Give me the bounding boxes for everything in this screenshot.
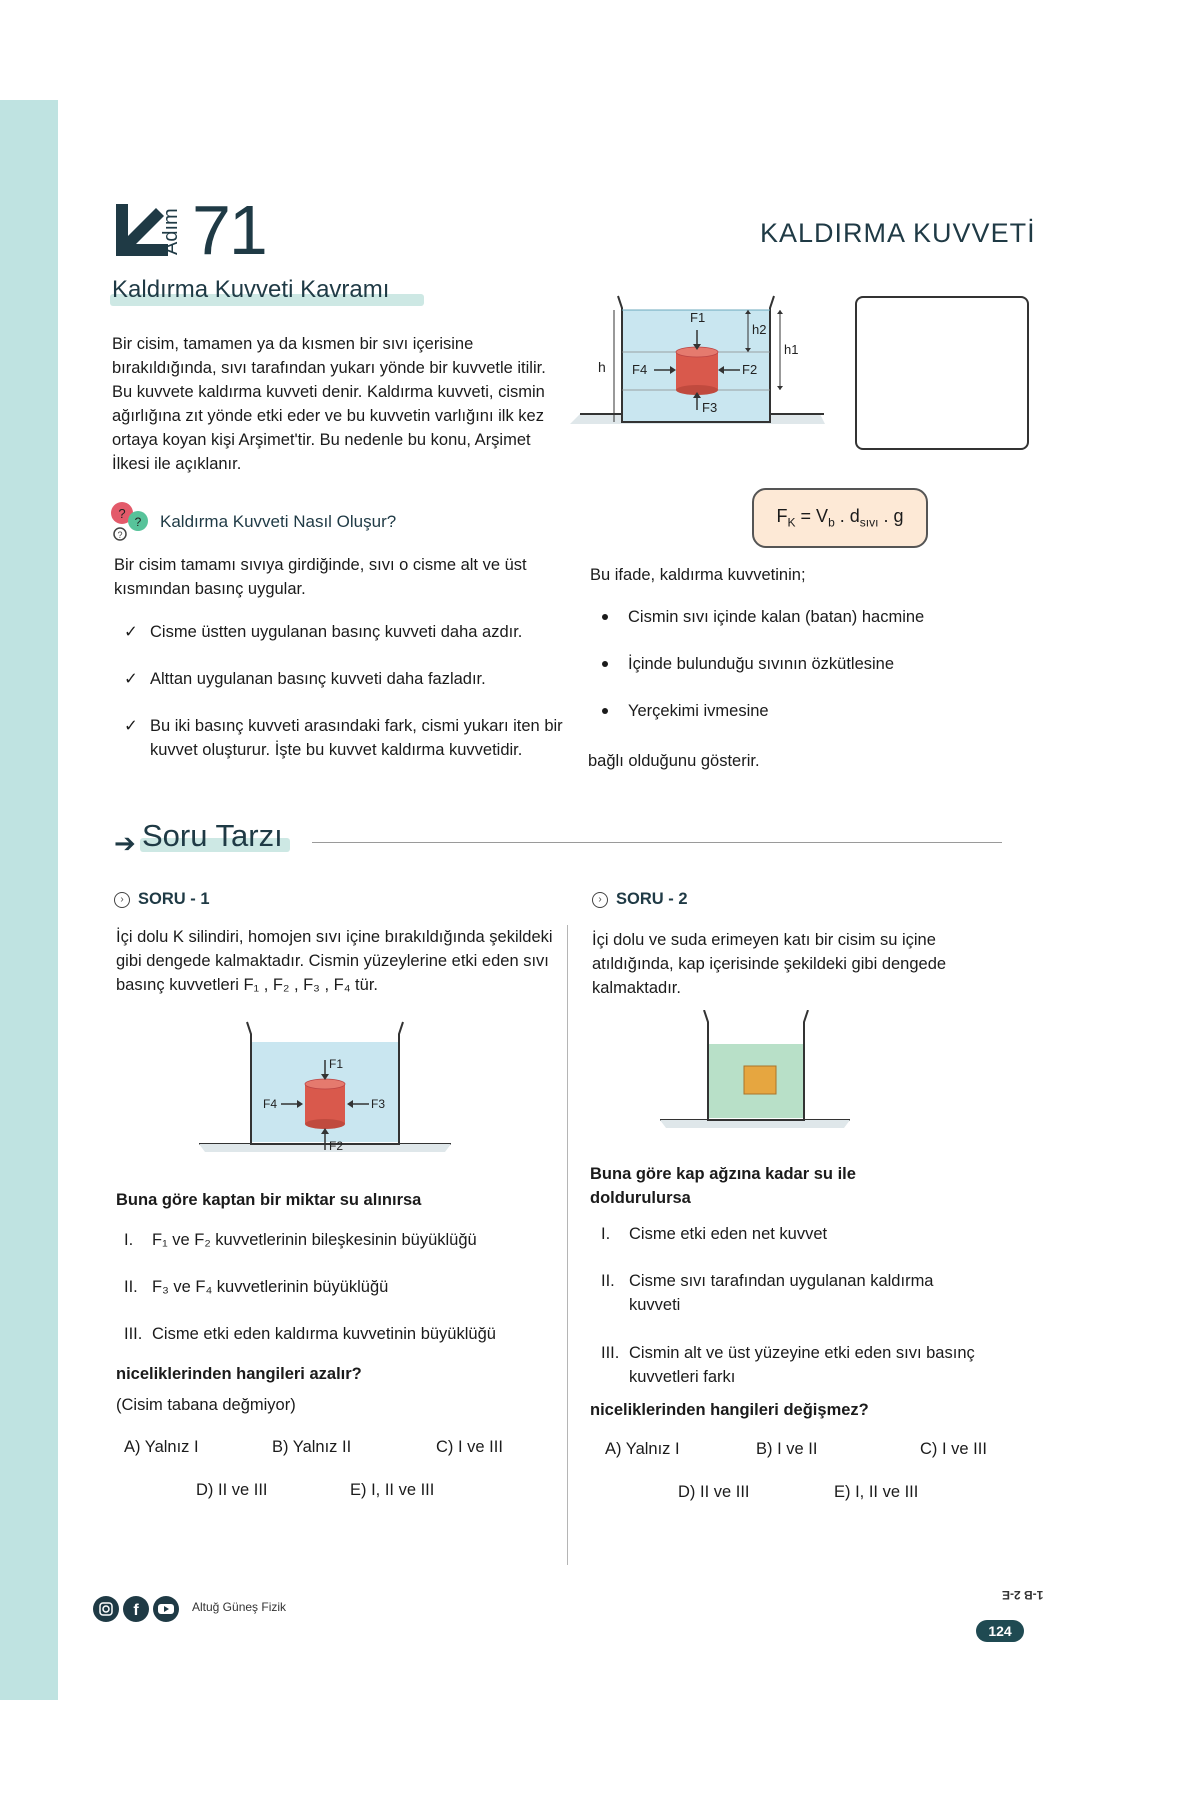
- check-text: Cisme üstten uygulanan basınç kuvveti daha azdır.: [150, 623, 523, 641]
- label-f2: F2: [329, 1139, 344, 1153]
- page-title: KALDIRMA KUVVETİ: [760, 218, 1036, 248]
- pressure-paragraph: Bir cisim tamamı sıvıya girdiğinde, sıvı o cisme alt ve üst kısmından basınç uygular.: [114, 556, 527, 598]
- question-1-ask: niceliklerinden hangileri azalır?: [116, 1365, 362, 1383]
- youtube-icon[interactable]: [153, 1596, 179, 1622]
- label-f3: F3: [702, 400, 718, 415]
- check-text: Alttan uygulanan basınç kuvveti daha fazladır.: [150, 670, 486, 688]
- page-number: 124: [976, 1620, 1024, 1642]
- step-number: 71: [192, 191, 266, 269]
- author-name: Altuğ Güneş Fizik: [192, 1600, 287, 1614]
- question-2-diagram: [660, 1010, 850, 1135]
- choice-a[interactable]: A) Yalnız I: [124, 1438, 199, 1456]
- step-word: Adım: [160, 208, 182, 256]
- bullet-dot: [602, 614, 608, 620]
- choice-b[interactable]: B) Yalnız II: [272, 1438, 352, 1456]
- facebook-icon[interactable]: [123, 1596, 149, 1622]
- question-2-text: İçi dolu ve suda erimeyen katı bir cisim su içine atıldığında, kap içerisinde şekildeki gibi dengede kalmaktadır.: [592, 931, 947, 997]
- intro-paragraph: Bir cisim, tamamen ya da kısmen bir sıvı içerisine bırakıldığında, sıvı tarafından yukarı yönde bir kuvvetle itilir. Bu kuvvete kaldırma kuvveti denir. Kaldırma kuvveti, cismin ağırlığına zıt yönde etki eder ve bu kuvvetin varlığını ilk kez ortaya koyan kişi Arşimet'tir. Bu nedenle bu konu, Arşimet İlkesi ile açıklanır.: [112, 335, 546, 473]
- label-f2: F2: [742, 362, 758, 377]
- choice-c[interactable]: C) I ve III: [920, 1440, 987, 1458]
- question-2-ask: niceliklerinden hangileri değişmez?: [590, 1401, 869, 1419]
- choice-e[interactable]: E) I, II ve III: [834, 1483, 919, 1501]
- column-divider: [567, 925, 568, 1565]
- buoyancy-formula: [752, 488, 928, 548]
- question-1-text: İçi dolu K silindiri, homojen sıvı içine bırakıldığında şekildeki gibi dengede kalmaktadır. Cismin yüzeylerine etki eden sıvı basınç kuvvetleri F₁ , F₂ , F₃ , F₄ tür.: [116, 928, 553, 994]
- question-1-heading: › SORU - 1: [114, 890, 210, 909]
- question-2-heading: › SORU - 2: [592, 890, 688, 909]
- label-h: h: [598, 359, 606, 375]
- answer-code: 1-B 2-E: [1002, 1588, 1044, 1602]
- choice-d[interactable]: D) II ve III: [196, 1481, 268, 1499]
- svg-text:?: ?: [118, 506, 126, 521]
- buoyancy-diagram: [570, 290, 830, 450]
- label-f4: F4: [632, 362, 648, 377]
- choice-b[interactable]: B) I ve II: [756, 1440, 818, 1458]
- question-1-note: (Cisim tabana değmiyor): [116, 1396, 296, 1414]
- instagram-icon[interactable]: [93, 1596, 119, 1622]
- svg-text:f: f: [133, 1602, 139, 1619]
- choice-e[interactable]: E) I, II ve III: [350, 1481, 435, 1499]
- label-f1: F1: [690, 310, 706, 325]
- svg-text:?: ?: [134, 515, 142, 529]
- formula-intro: Bu ifade, kaldırma kuvvetinin;: [590, 566, 806, 584]
- bullet-dot: [602, 708, 608, 714]
- side-color-band: [0, 100, 58, 1700]
- label-h1: h1: [784, 342, 799, 357]
- svg-text:?: ?: [117, 530, 123, 540]
- question-1-lead: Buna göre kaptan bir miktar su alınırsa: [116, 1191, 422, 1209]
- chevron-right-icon: ›: [592, 892, 608, 908]
- formula-fk: $F_K = V_b$ . $d_{sıvı}$ . g: [776, 506, 904, 530]
- bullet-dot: [602, 661, 608, 667]
- label-h2: h2: [752, 322, 767, 337]
- question-2-lead: Buna göre kap ağzına kadar su ile doldurulursa: [590, 1165, 856, 1207]
- formula-outro: bağlı olduğunu gösterir.: [588, 752, 760, 770]
- label-f3: F3: [371, 1097, 386, 1111]
- choice-c[interactable]: C) I ve III: [436, 1438, 503, 1456]
- check-text: Bu iki basınç kuvveti arasındaki fark, cismi yukarı iten bir kuvvet oluşturur. İşte bu kuvvet kaldırma kuvvetidir.: [150, 717, 563, 759]
- section-title: Kaldırma Kuvveti Kavramı: [112, 276, 390, 303]
- divider-line: [312, 842, 1002, 843]
- arrow-right-icon: ➔: [114, 828, 136, 858]
- choice-d[interactable]: D) II ve III: [678, 1483, 750, 1501]
- choice-a[interactable]: A) Yalnız I: [605, 1440, 680, 1458]
- check-icon: ✓: [124, 623, 138, 641]
- label-f1: F1: [329, 1057, 344, 1071]
- social-icons: [92, 1595, 182, 1623]
- question-1-diagram: [195, 1020, 455, 1160]
- chevron-right-icon: ›: [114, 892, 130, 908]
- question-bubbles-icon: [108, 500, 156, 544]
- question-style-title: Soru Tarzı: [142, 818, 283, 853]
- check-icon: ✓: [124, 670, 138, 688]
- label-f4: F4: [263, 1097, 278, 1111]
- empty-image-box: [855, 296, 1029, 450]
- subheading: Kaldırma Kuvveti Nasıl Oluşur?: [160, 512, 397, 531]
- check-icon: ✓: [124, 717, 138, 735]
